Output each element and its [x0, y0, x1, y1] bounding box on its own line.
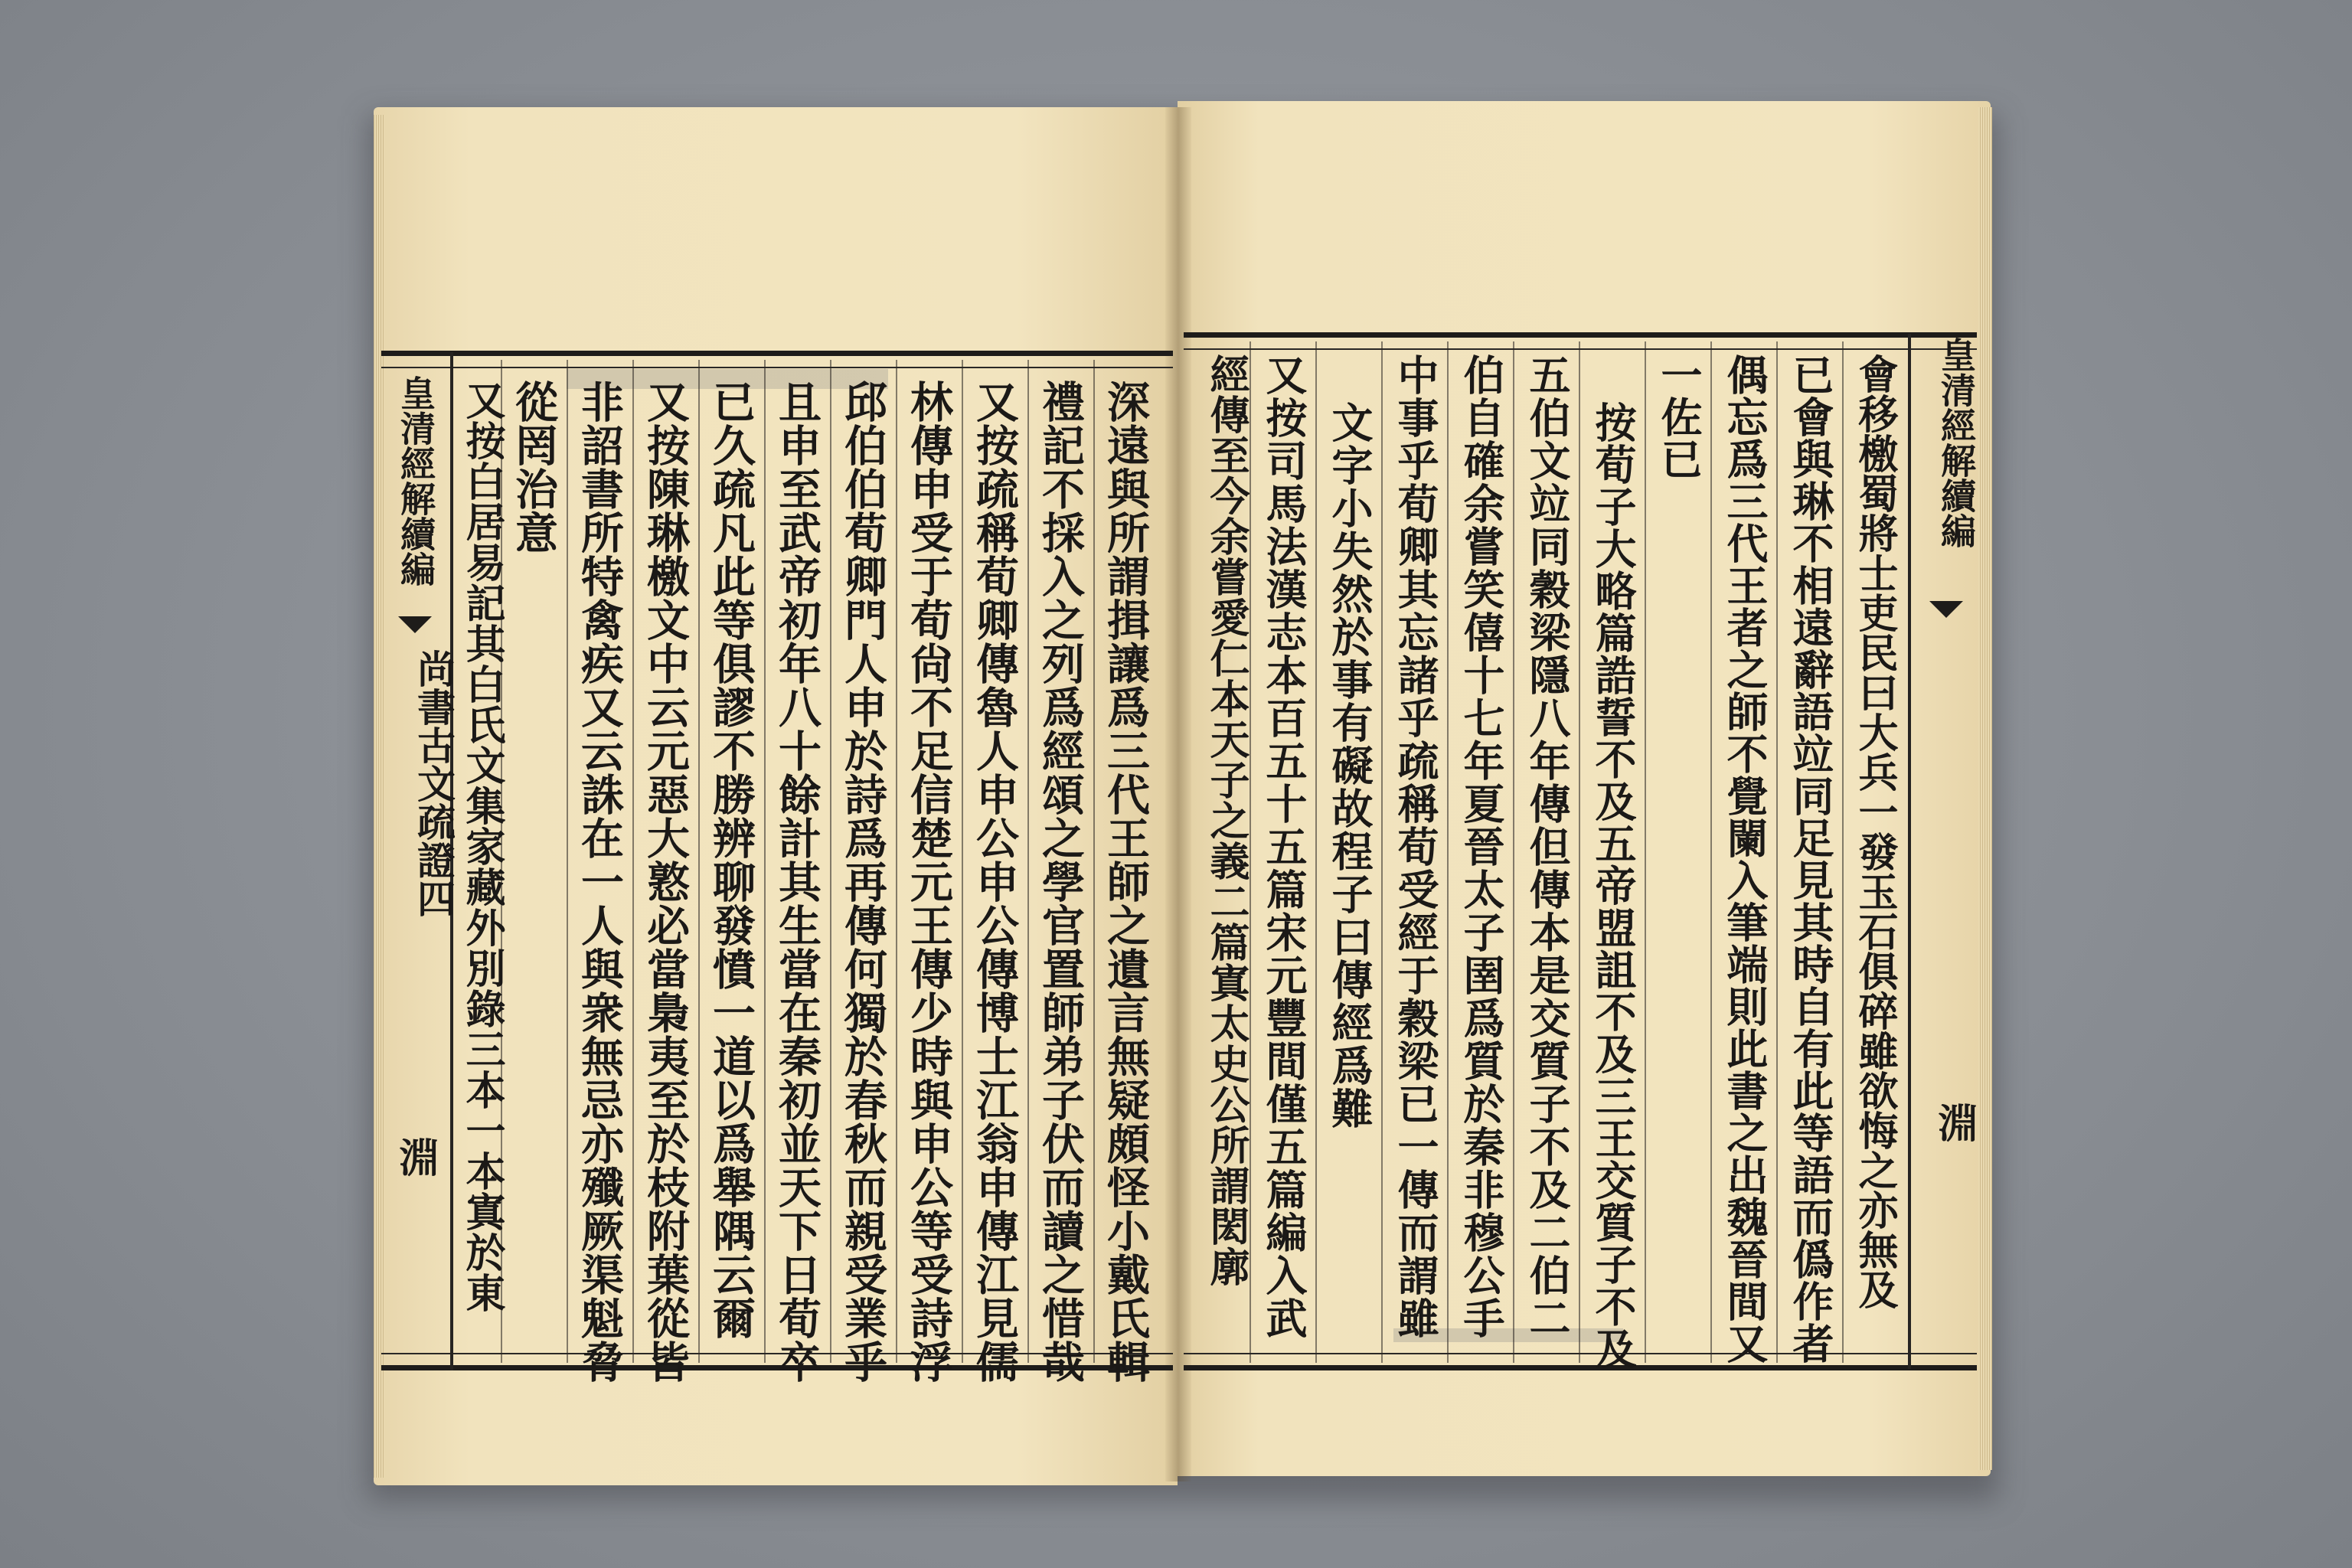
column-rule	[1027, 360, 1029, 1363]
left-banxin-section: 尚書古文疏證四	[411, 649, 456, 917]
column-rule	[830, 360, 831, 1363]
frame-inner-bottom-rule	[1184, 1353, 1977, 1354]
right-column-1: 會移檄蜀將士吏民曰大兵一發玉石俱碎雖欲悔之亦無及	[1851, 354, 1898, 1309]
column-rule	[1447, 341, 1449, 1363]
right-column-9: 文字小失然於事有礙故程子曰傳經爲難	[1325, 401, 1374, 1130]
column-rule	[896, 360, 897, 1363]
left-column-10: 從罔治意	[508, 380, 559, 554]
left-fishtail	[398, 616, 432, 633]
right-column-8: 中事乎荀卿其忘諸乎疏稱荀受經于穀梁已一傳而謂雖	[1391, 354, 1440, 1340]
column-rule	[962, 360, 963, 1363]
right-banxin-title: 皇清經解續編	[1936, 337, 1977, 548]
right-column-3: 偶忘爲三代王者之師不覺闌入筆端則此書之出魏晉間又	[1720, 354, 1769, 1364]
left-column-4: 林傳申受于荀尙不足信楚元王傳少時與申公等受詩浮	[903, 380, 954, 1383]
column-rule	[1710, 341, 1712, 1363]
left-column-7: 已久疏凡此等俱謬不勝辨聊發憤一道以爲舉隅云爾	[706, 380, 756, 1340]
frame-inner-top-rule	[1184, 348, 1977, 350]
left-column-1: 深遠與所謂揖讓爲三代王師之遺言無疑頗怪小戴氏輯	[1100, 380, 1151, 1383]
column-rule	[1776, 341, 1778, 1363]
right-column-4: 一佐已	[1655, 354, 1704, 480]
right-column-5: 按荀子大略篇誥誓不及五帝盟詛不及三王交質子不及	[1589, 401, 1638, 1370]
left-column-6: 且申至武帝初年八十餘計其生當在秦初並天下日荀卒	[772, 380, 822, 1383]
column-rule	[1842, 341, 1844, 1363]
column-rule	[1381, 341, 1383, 1363]
left-column-8: 又按陳琳檄文中云元惡大憝必當梟夷至於枝附葉從皆	[640, 380, 691, 1383]
right-column-6: 五伯文竝同穀梁隱八年傳但傳本是交質子不及二伯二	[1523, 354, 1572, 1340]
left-column-11: 又按白居易記其白氏文集家藏外別錄三本一本寘於東	[459, 380, 505, 1313]
left-column-2: 禮記不採入之列爲經頌之學官置師弟子伏而讀之惜哉	[1035, 380, 1086, 1383]
right-column-10: 又按司馬法漢志本百五十五篇宋元豐間僅五篇編入武	[1259, 354, 1308, 1340]
right-column-2: 已會與琳不相遠辭語竝同足見其時自有此等語而僞作者	[1786, 354, 1835, 1364]
right-fishtail	[1929, 601, 1963, 618]
column-rule	[1315, 341, 1317, 1363]
left-banxin-title: 皇清經解續編	[395, 375, 436, 586]
column-rule	[1579, 341, 1580, 1363]
right-banxin-rule	[1908, 334, 1911, 1369]
left-column-9: 非詔書所特禽疾又云誅在一人與衆無忌亦殲厥渠魁脅	[574, 380, 625, 1383]
right-page-edge	[1978, 107, 1992, 1470]
column-rule	[567, 360, 568, 1363]
right-column-11: 經傳至今余嘗愛仁本天子之義二篇寘太史公所謂閎廓	[1203, 354, 1250, 1287]
column-rule	[632, 360, 634, 1363]
left-banxin-seal: 淵	[392, 1137, 439, 1177]
column-rule	[1250, 341, 1251, 1363]
column-rule	[1645, 341, 1646, 1363]
left-column-3: 又按疏稱荀卿傳魯人申公申公傳博士江翁申傳江見儒	[969, 380, 1020, 1383]
column-rule	[764, 360, 766, 1363]
column-rule	[1093, 360, 1095, 1363]
column-rule	[1513, 341, 1514, 1363]
column-rule	[698, 360, 700, 1363]
right-banxin-seal: 淵	[1931, 1102, 1978, 1142]
left-column-5: 邱伯伯荀卿門人申於詩爲再傳何獨於春秋而親受業乎	[838, 380, 888, 1383]
right-column-7: 伯自確余嘗笑僖十七年夏晉太子圉爲質於秦非穆公手	[1457, 354, 1506, 1340]
